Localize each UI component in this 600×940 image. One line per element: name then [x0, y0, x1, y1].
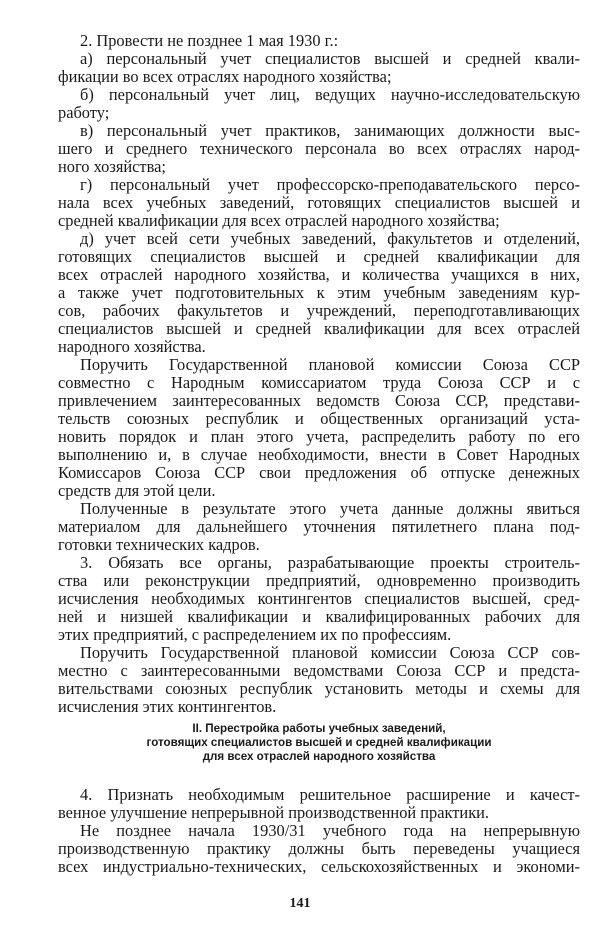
text-line: народного хозяйства. [58, 338, 206, 356]
text-line: средств для этой цели. [58, 482, 216, 500]
text-line: фикации во всех отраслях народного хозяйства; [58, 68, 392, 86]
text-line: б) персональный учет лиц, ведущих научно-исследовательскую [80, 86, 580, 104]
text-line: новить порядок и план этого учета, распределить работу по его [58, 428, 580, 446]
text-line: исчисления необходимых контингентов специалистов высшей, сред- [58, 590, 580, 608]
text-line: привлечением заинтересованных ведомств Союза ССР, представи- [58, 392, 580, 410]
text-line: этих предприятий, с распределением их по профессиям. [58, 626, 452, 644]
text-line: вительствами союзных республик установить методы и схемы для [58, 680, 580, 698]
text-line: в) персональный учет практиков, занимающих должности выс- [80, 122, 580, 140]
text-line: ней и низшей квалификации и квалифицированных рабочих для [58, 608, 580, 626]
text-line: д) учет всей сети учебных заведений, факультетов и отделений, [80, 230, 580, 248]
section-heading [58, 722, 580, 764]
section-heading-line: готовящих специалистов высшей и средней квалификации [146, 736, 492, 749]
text-line: выполнению и, в случае необходимости, внести в Совет Народных [58, 446, 580, 464]
text-line: средней квалификации для всех отраслей народного хозяйства; [58, 212, 500, 230]
text-line: тельств союзных республик и общественных организаций уста- [58, 410, 580, 428]
text-line: специалистов высшей и средней квалификации для всех отраслей [58, 320, 580, 338]
text-line: готовки технических кадров. [58, 536, 260, 554]
text-line: а) персональный учет специалистов высшей и средней квали- [80, 50, 580, 68]
text-line: работу; [58, 104, 110, 122]
text-line: исчисления этих контингентов. [58, 698, 277, 716]
text-line: нала всех учебных заведений, готовящих специалистов высшей и [58, 194, 580, 212]
text-line: 2. Провести не позднее 1 мая 1930 г.: [80, 32, 339, 50]
text-line: 4. Признать необходимым решительное расширение и качест- [80, 786, 580, 804]
text-line: сов, рабочих факультетов и учреждений, переподготавливающих [58, 302, 580, 320]
body-text-part-2 [58, 786, 580, 876]
text-line: венное улучшение непрерывной производственной практики. [58, 804, 490, 822]
text-line: Не позднее начала 1930/31 учебного года на непрерывную [80, 822, 580, 840]
section-heading-line: II. Перестройка работы учебных заведений, [192, 722, 446, 735]
text-line: всех индустриально-технических, сельскохозяйственных и экономи- [58, 858, 580, 876]
body-text-part-1 [58, 32, 580, 716]
page-number: 141 [289, 896, 311, 911]
text-line: Комиссаров Союза ССР свои предложения об отпуске денежных [58, 464, 580, 482]
text-line: г) персональный учет профессорско-преподавательского персо- [80, 176, 580, 194]
text-line: ного хозяйства; [58, 158, 166, 176]
text-line: местно с заинтересованными ведомствами Союза ССР и предста- [58, 662, 580, 680]
section-heading-line: для всех отраслей народного хозяйства [202, 750, 436, 763]
text-line: Полученные в результате этого учета данные должны явиться [80, 500, 580, 518]
document-page [58, 32, 580, 876]
text-line: готовящих специалистов высшей и средней квалификации для [58, 248, 580, 266]
text-line: производственную практику должны быть переведены учащиеся [58, 840, 580, 858]
text-line: 3. Обязать все органы, разрабатывающие проекты строитель- [80, 554, 580, 572]
text-line: а также учет подготовительных к этим учебным заведениям кур- [58, 284, 580, 302]
text-line: материалом для дальнейшего уточнения пятилетнего плана под- [58, 518, 580, 536]
text-line: совместно с Народным комиссариатом труда Союза ССР и с [58, 374, 580, 392]
text-line: всех отраслей народного хозяйства, и количества учащихся в них, [58, 266, 580, 284]
text-line: ства или реконструкции предприятий, одновременно производить [58, 572, 580, 590]
text-line: Поручить Государственной плановой комиссии Союза ССР сов- [80, 644, 580, 662]
text-line: Поручить Государственной плановой комиссии Союза ССР [80, 356, 580, 374]
text-line: шего и среднего технического персонала во всех отраслях народ- [58, 140, 580, 158]
